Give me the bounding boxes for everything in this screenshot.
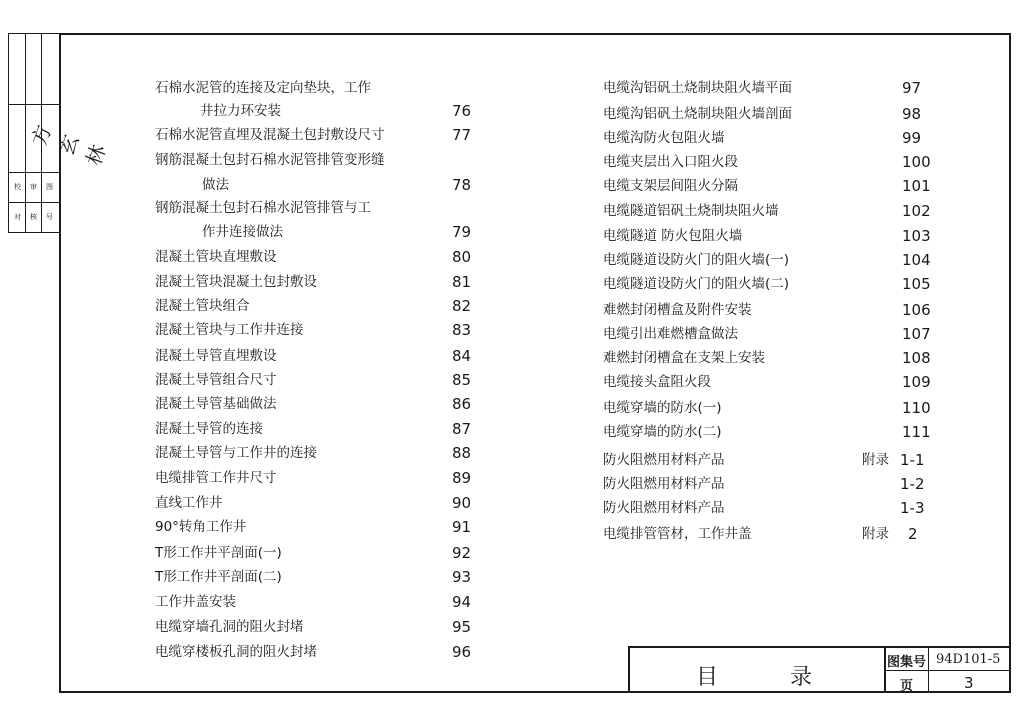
toc-entry-title: 防火阻燃用材料产品 — [603, 500, 725, 516]
toc-entry-title: 电缆穿墙孔洞的阻火封堵 — [155, 619, 304, 635]
toc-entry-title: 工作井盖安装 — [155, 594, 236, 610]
toc-entry-title: 混凝土导管直埋敷设 — [155, 348, 277, 364]
toc-entry-title: 90°转角工作井 — [155, 519, 247, 535]
strip-mark: 核 — [30, 213, 37, 221]
title-block — [628, 646, 1011, 693]
toc-entry-title: 电缆排管工作井尺寸 — [155, 470, 277, 486]
toc-entry-page: 97 — [902, 79, 922, 97]
strip-mark: 号 — [46, 213, 53, 221]
toc-entry-title: 混凝土管块直埋敷设 — [155, 249, 277, 265]
toc-entry-page: 1-2 — [900, 475, 925, 493]
toc-entry-page: 88 — [452, 444, 472, 462]
toc-entry-title: 电缆夹层出入口阻火段 — [603, 154, 738, 170]
toc-entry-title: 电缆穿楼板孔洞的阻火封堵 — [155, 644, 317, 660]
appendix-label: 附录 — [862, 452, 889, 468]
toc-entry-title: 混凝土管块组合 — [155, 298, 250, 314]
toc-entry-page: 89 — [452, 469, 472, 487]
toc-entry-title: 电缆隧道设防火门的阻火墙(二) — [603, 276, 790, 292]
toc-entry-title: 电缆隧道铝矾土烧制块阻火墙 — [603, 203, 779, 219]
toc-entry-title: 混凝土导管组合尺寸 — [155, 372, 277, 388]
approval-strip — [8, 33, 111, 233]
toc-entry-page: 86 — [452, 395, 472, 413]
toc-entry-page: 99 — [902, 129, 922, 147]
toc-entry-title: 防火阻燃用材料产品 — [603, 452, 725, 468]
toc-entry-page: 85 — [452, 371, 472, 389]
toc-entry-title: 难燃封闭槽盒及附件安装 — [603, 302, 752, 318]
toc-entry-title: 电缆隧道设防火门的阻火墙(一) — [603, 252, 790, 268]
toc-entry-title: 电缆排管管材，工作井盖 — [603, 526, 752, 542]
toc-entry-title: 电缆沟防火包阻火墙 — [603, 130, 725, 146]
toc-entry-page: 102 — [902, 202, 931, 220]
toc-entry-page: 91 — [452, 518, 472, 536]
toc-entry-page: 90 — [452, 494, 472, 512]
toc-entry-page: 108 — [902, 349, 931, 367]
toc-entry-page: 106 — [902, 301, 931, 319]
toc-entry-page: 105 — [902, 275, 931, 293]
toc-entry-page: 110 — [902, 399, 931, 417]
toc-entry-page: 79 — [452, 223, 472, 241]
toc-entry-page: 95 — [452, 618, 472, 636]
toc-entry-page: 2 — [908, 525, 918, 543]
toc-entry-page: 98 — [902, 105, 922, 123]
toc-entry-page: 82 — [452, 297, 472, 315]
toc-entry-page: 80 — [452, 248, 472, 266]
toc-entry-page: 81 — [452, 273, 472, 291]
toc-entry-title: 混凝土管块与工作井连接 — [155, 322, 304, 338]
toc-entry-title: 电缆接头盒阻火段 — [603, 374, 711, 390]
toc-entry-page: 104 — [902, 251, 931, 269]
toc-entry-title: 直线工作井 — [155, 495, 223, 511]
toc-entry-title: T形工作井平剖面(一) — [155, 545, 282, 561]
strip-mark: 对 — [14, 213, 21, 221]
toc-entry-page: 77 — [452, 126, 472, 144]
title-char-1: 目 — [696, 665, 719, 690]
toc-entry-title: 石棉水泥管的连接及定向垫块，工作 — [155, 80, 371, 96]
toc-entry-title: 混凝土管块混凝土包封敷设 — [155, 274, 317, 290]
appendix-label: 附录 — [862, 526, 889, 542]
toc-entry-title: 钢筋混凝土包封石棉水泥管排管与工 — [155, 200, 371, 216]
toc-entry-page: 1-1 — [900, 451, 925, 469]
toc-entry-page: 107 — [902, 325, 931, 343]
toc-entry-title: 混凝土导管基础做法 — [155, 396, 277, 412]
toc-entry-title: 钢筋混凝土包封石棉水泥管排管变形缝 — [155, 152, 385, 168]
toc-entry-page: 1-3 — [900, 499, 925, 517]
strip-mark: 审 — [30, 183, 37, 191]
toc-entry-page: 94 — [452, 593, 472, 611]
toc-entry-page: 93 — [452, 568, 472, 586]
toc-entry-title: T形工作井平剖面(二) — [155, 569, 282, 585]
atlas-number: 94D101-5 — [936, 652, 1001, 667]
toc-entry-title: 电缆沟铝矾土烧制块阻火墙平面 — [603, 80, 792, 96]
toc-entry-title: 井拉力环安装 — [200, 103, 281, 119]
toc-entry-page: 83 — [452, 321, 472, 339]
toc-entry-title: 难燃封闭槽盒在支架上安装 — [603, 350, 765, 366]
toc-entry-title: 混凝土导管与工作井的连接 — [155, 445, 317, 461]
toc-entry-page: 87 — [452, 420, 472, 438]
title-char-2: 录 — [790, 665, 813, 690]
toc-entry-title: 石棉水泥管直埋及混凝土包封敷设尺寸 — [155, 127, 385, 143]
toc-entry-title: 防火阻燃用材料产品 — [603, 476, 725, 492]
toc-entry-page: 109 — [902, 373, 931, 391]
toc-entry-title: 做法 — [202, 177, 229, 193]
toc-entry-title: 电缆穿墙的防水(二) — [603, 424, 722, 440]
toc-entry-page: 111 — [902, 423, 931, 441]
toc-entry-title: 电缆支架层间阻火分隔 — [603, 178, 738, 194]
strip-mark: 校 — [14, 183, 21, 191]
toc-entry-page: 103 — [902, 227, 931, 245]
toc-entry-page: 84 — [452, 347, 472, 365]
toc-entry-page: 100 — [902, 153, 931, 171]
toc-entry-page: 92 — [452, 544, 472, 562]
atlas-label: 图集号 — [887, 655, 927, 670]
page-label: 页 — [900, 679, 914, 694]
toc-entry-page: 76 — [452, 102, 472, 120]
toc-entry-title: 作井连接做法 — [202, 224, 283, 240]
toc-entry-page: 78 — [452, 176, 472, 194]
signature: 方玄林 — [26, 121, 111, 169]
page-number: 3 — [964, 674, 974, 692]
toc-entry-page: 101 — [902, 177, 931, 195]
toc-entry-title: 电缆沟铝矾土烧制块阻火墙剖面 — [603, 106, 792, 122]
toc-entry-title: 混凝土导管的连接 — [155, 421, 263, 437]
toc-entry-title: 电缆隧道 防火包阻火墙 — [603, 228, 743, 244]
toc-entry-page: 96 — [452, 643, 472, 661]
toc-entry-title: 电缆引出难燃槽盒做法 — [603, 326, 738, 342]
toc-entry-title: 电缆穿墙的防水(一) — [603, 400, 722, 416]
strip-mark: 图 — [46, 183, 53, 191]
